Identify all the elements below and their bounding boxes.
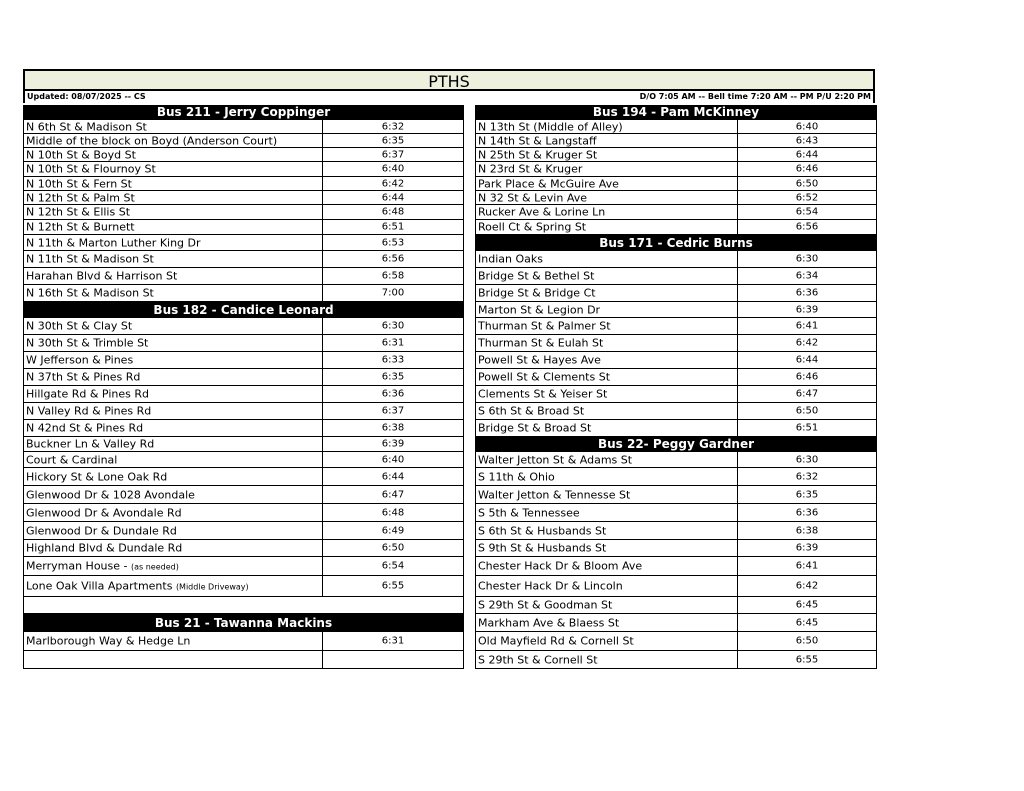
- stop-row: [24, 205, 463, 220]
- pickup-time: 6:44: [795, 149, 819, 160]
- stop-name: S 11th & Ohio: [478, 470, 555, 483]
- stop-name: Harahan Blvd & Harrison St: [26, 269, 178, 283]
- stop-name: Thurman St & Palmer St: [478, 319, 611, 333]
- stop-row: [476, 597, 876, 614]
- stop-row: [24, 120, 463, 134]
- pickup-time: 6:35: [381, 135, 405, 146]
- stop-name: S 6th St & Broad St: [478, 404, 585, 418]
- stop-name: Bridge St & Bridge Ct: [478, 286, 596, 300]
- stop-name: N 23rd St & Kruger: [478, 162, 583, 176]
- stop-name: N 12th St & Burnett: [26, 220, 135, 234]
- pickup-time: 6:35: [795, 489, 819, 500]
- stop-row: [24, 420, 463, 437]
- pickup-time: 6:37: [381, 405, 405, 417]
- stop-row: [476, 148, 876, 162]
- stop-name: Middle of the block on Boyd (Anderson Court): [26, 134, 278, 147]
- stop-row: [476, 614, 876, 632]
- pickup-time: 6:38: [381, 422, 405, 434]
- pickup-time: 6:35: [381, 371, 405, 383]
- stop-row: [476, 205, 876, 220]
- bus-header: [476, 437, 876, 452]
- stop-row: [476, 352, 876, 369]
- stop-name: N 32 St & Levin Ave: [478, 191, 587, 204]
- pickup-time: 6:58: [381, 270, 405, 282]
- stop-name: Park Place & McGuire Ave: [478, 177, 619, 190]
- bus-header-label: Bus 182 - Candice Leonard: [153, 303, 334, 317]
- stop-name: Hillgate Rd & Pines Rd: [26, 387, 149, 401]
- pickup-time: 6:55: [381, 580, 405, 592]
- pickup-time: 6:53: [381, 237, 405, 248]
- stop-row: [24, 522, 463, 540]
- stop-name: N Valley Rd & Pines Rd: [26, 404, 152, 418]
- pickup-time: 6:32: [381, 121, 405, 132]
- stop-row: [476, 120, 876, 134]
- bus-header-label: Bus 22- Peggy Gardner: [597, 437, 755, 451]
- pickup-time: 6:51: [381, 221, 405, 233]
- pickup-time: 6:42: [795, 580, 819, 592]
- pickup-time: 6:38: [795, 525, 819, 536]
- stop-name: Old Mayfield Rd & Cornell St: [478, 634, 634, 648]
- blank-row: [24, 597, 463, 614]
- stop-row: [476, 302, 876, 318]
- pickup-time: 6:50: [795, 405, 819, 417]
- stop-row: [24, 504, 463, 522]
- bus-header: [476, 105, 876, 120]
- stop-name: Powell St & Clements St: [478, 370, 611, 384]
- stop-name: Marton St & Legion Dr: [478, 303, 601, 316]
- stop-name: Bridge St & Broad St: [478, 421, 592, 435]
- stop-name: Roell Ct & Spring St: [478, 220, 587, 234]
- right-column: [475, 105, 877, 669]
- pickup-time: 6:34: [795, 270, 819, 282]
- stop-row: [476, 251, 876, 268]
- stop-row: [476, 268, 876, 285]
- stop-row: [24, 162, 463, 177]
- stop-row: [476, 651, 876, 669]
- pickup-time: 6:30: [795, 253, 819, 265]
- pickup-time: 6:40: [381, 163, 405, 175]
- stop-name: N 6th St & Madison St: [26, 120, 147, 133]
- stop-name: Merryman House - (as needed): [26, 559, 179, 573]
- stop-row: [24, 632, 463, 651]
- stop-name: N 11th & Marton Luther King Dr: [26, 236, 201, 249]
- pickup-time: 6:49: [381, 525, 405, 536]
- stop-row: [476, 134, 876, 148]
- stop-name: S 5th & Tennessee: [478, 506, 580, 519]
- stop-name: Thurman St & Eulah St: [478, 336, 604, 350]
- stop-row: [24, 285, 463, 302]
- page-title: PTHS: [23, 69, 875, 91]
- stop-row: [24, 318, 463, 335]
- stop-name: W Jefferson & Pines: [26, 353, 134, 367]
- pickup-time: 6:50: [381, 542, 405, 554]
- stop-name: Glenwood Dr & Avondale Rd: [26, 506, 182, 519]
- stop-name: Glenwood Dr & Dundale Rd: [26, 524, 177, 537]
- bus-schedule-sheet: [23, 69, 875, 666]
- info-bar: [23, 91, 875, 103]
- pickup-time: 6:42: [795, 337, 819, 349]
- stop-row: [476, 403, 876, 420]
- stop-row: [476, 486, 876, 504]
- stop-row: [476, 386, 876, 403]
- pickup-time: 6:36: [381, 388, 405, 400]
- stop-row: [24, 177, 463, 191]
- stop-name: Rucker Ave & Lorine Ln: [478, 205, 606, 219]
- pickup-time: 6:45: [795, 599, 819, 611]
- stop-name: Glenwood Dr & 1028 Avondale: [26, 488, 195, 501]
- stop-row: [24, 437, 463, 452]
- pickup-time: 7:00: [381, 287, 405, 299]
- pickup-time: 6:56: [381, 253, 405, 265]
- stop-name: N 12th St & Palm St: [26, 191, 135, 204]
- pickup-time: 6:40: [381, 454, 405, 465]
- stop-name: N 10th St & Flournoy St: [26, 162, 156, 176]
- stop-name: Chester Hack Dr & Bloom Ave: [478, 559, 643, 573]
- stop-name: Markham Ave & Blaess St: [478, 616, 620, 629]
- stop-row: [24, 540, 463, 557]
- stop-row: [476, 369, 876, 386]
- pickup-time: 6:52: [795, 192, 819, 203]
- pickup-time: 6:54: [795, 206, 819, 218]
- stop-row: [476, 576, 876, 597]
- pickup-time: 6:39: [795, 304, 819, 315]
- bus-header-label: Bus 171 - Cedric Burns: [599, 236, 753, 250]
- stop-row: [476, 162, 876, 177]
- stop-row: [476, 557, 876, 576]
- stop-name: N 11th St & Madison St: [26, 252, 154, 266]
- stop-row: [24, 403, 463, 420]
- stop-row: [476, 335, 876, 352]
- stop-row: [476, 504, 876, 522]
- stop-row: [24, 335, 463, 352]
- stop-name: Walter Jetton & Tennesse St: [478, 488, 631, 501]
- stop-name: Lone Oak Villa Apartments (Middle Driveway): [26, 579, 249, 593]
- stop-name: Indian Oaks: [478, 252, 543, 266]
- stop-row: [476, 285, 876, 302]
- bus-header: [24, 614, 463, 632]
- pickup-time: 6:32: [795, 471, 819, 482]
- stop-name: N 12th St & Ellis St: [26, 205, 131, 219]
- pickup-time: 6:44: [795, 354, 819, 366]
- pickup-time: 6:55: [795, 654, 819, 665]
- pickup-time: 6:36: [795, 287, 819, 299]
- updated-note: Updated: 08/07/2025 -- CS: [27, 92, 146, 101]
- left-column: [23, 105, 464, 669]
- stop-row: [24, 386, 463, 403]
- stop-name: Marlborough Way & Hedge Ln: [26, 634, 191, 648]
- stop-row: [476, 632, 876, 651]
- bus-header: [24, 302, 463, 318]
- pickup-time: 6:46: [795, 163, 819, 175]
- stop-name: Court & Cardinal: [26, 453, 118, 466]
- stop-name: S 29th St & Goodman St: [478, 598, 613, 612]
- pickup-time: 6:44: [381, 471, 405, 482]
- stop-name: Chester Hack Dr & Lincoln: [478, 579, 623, 593]
- stop-row: [476, 468, 876, 486]
- stop-name: N 30th St & Clay St: [26, 319, 133, 333]
- pickup-time: 6:37: [381, 149, 405, 160]
- pickup-time: 6:50: [795, 178, 819, 189]
- column-divider: [322, 651, 323, 668]
- bus-header-label: Bus 194 - Pam McKinney: [592, 105, 760, 119]
- stop-row: [476, 522, 876, 540]
- bell-times: D/O 7:05 AM -- Bell time 7:20 AM -- PM P/U 2:20 PM: [639, 92, 871, 101]
- stop-name: N 10th St & Fern St: [26, 177, 132, 190]
- stop-name: Powell St & Hayes Ave: [478, 353, 601, 367]
- pickup-time: 6:31: [381, 337, 405, 349]
- stop-name: N 16th St & Madison St: [26, 286, 154, 300]
- stop-name: Highland Blvd & Dundale Rd: [26, 541, 183, 555]
- stop-row: [476, 191, 876, 205]
- stop-row: [476, 420, 876, 437]
- pickup-time: 6:43: [795, 135, 819, 146]
- stop-row: [24, 235, 463, 251]
- stop-row: [24, 268, 463, 285]
- stop-name: Bridge St & Bethel St: [478, 269, 595, 283]
- pickup-time: 6:50: [795, 635, 819, 647]
- stop-name: Walter Jetton St & Adams St: [478, 453, 633, 466]
- pickup-time: 6:42: [381, 178, 405, 189]
- bus-header-label: Bus 211 - Jerry Coppinger: [156, 105, 331, 119]
- stop-row: [24, 651, 463, 669]
- stop-row: [476, 177, 876, 191]
- pickup-time: 6:47: [795, 388, 819, 400]
- stop-name: N 37th St & Pines Rd: [26, 370, 141, 384]
- stop-row: [24, 148, 463, 162]
- pickup-time: 6:39: [381, 438, 405, 450]
- stop-row: [24, 352, 463, 369]
- pickup-time: 6:36: [795, 507, 819, 518]
- pickup-time: 6:51: [795, 422, 819, 434]
- pickup-time: 6:54: [381, 560, 405, 572]
- pickup-time: 6:48: [381, 206, 405, 218]
- pickup-time: 6:56: [795, 221, 819, 233]
- stop-row: [476, 540, 876, 557]
- pickup-time: 6:30: [795, 454, 819, 465]
- stop-row: [24, 576, 463, 597]
- stop-name: N 14th St & Langstaff: [478, 134, 597, 147]
- stop-row: [24, 468, 463, 486]
- stop-row: [24, 134, 463, 148]
- stop-note: (as needed): [130, 562, 179, 572]
- stop-name: N 13th St (Middle of Alley): [478, 120, 623, 133]
- pickup-time: 6:40: [795, 121, 819, 132]
- stop-row: [24, 557, 463, 576]
- stop-row: [24, 191, 463, 205]
- stop-row: [476, 452, 876, 468]
- pickup-time: 6:48: [381, 507, 405, 518]
- stop-row: [24, 220, 463, 235]
- stop-name: S 29th St & Cornell St: [478, 653, 598, 666]
- stop-name: Hickory St & Lone Oak Rd: [26, 470, 168, 483]
- bus-header: [24, 105, 463, 120]
- pickup-time: 6:47: [381, 489, 405, 500]
- stop-row: [24, 251, 463, 268]
- stop-name: N 10th St & Boyd St: [26, 148, 136, 161]
- pickup-time: 6:44: [381, 192, 405, 203]
- stop-row: [476, 220, 876, 235]
- stop-note: (Middle Driveway): [175, 582, 249, 592]
- pickup-time: 6:39: [795, 542, 819, 554]
- pickup-time: 6:30: [381, 320, 405, 332]
- stop-name: Clements St & Yeiser St: [478, 387, 608, 401]
- bus-header-label: Bus 21 - Tawanna Mackins: [154, 616, 333, 630]
- pickup-time: 6:41: [795, 560, 819, 572]
- pickup-time: 6:45: [795, 617, 819, 628]
- stop-row: [24, 369, 463, 386]
- stop-name: N 42nd St & Pines Rd: [26, 421, 144, 435]
- stop-row: [476, 318, 876, 335]
- stop-row: [24, 486, 463, 504]
- pickup-time: 6:46: [795, 371, 819, 383]
- pickup-time: 6:41: [795, 320, 819, 332]
- stop-name: S 9th St & Husbands St: [478, 541, 607, 555]
- stop-name: N 25th St & Kruger St: [478, 148, 598, 161]
- pickup-time: 6:33: [381, 354, 405, 366]
- stop-row: [24, 452, 463, 468]
- pickup-time: 6:31: [381, 635, 405, 647]
- bus-header: [476, 235, 876, 251]
- stop-name: N 30th St & Trimble St: [26, 336, 149, 350]
- stop-name: Buckner Ln & Valley Rd: [26, 437, 155, 451]
- stop-name: S 6th St & Husbands St: [478, 524, 607, 537]
